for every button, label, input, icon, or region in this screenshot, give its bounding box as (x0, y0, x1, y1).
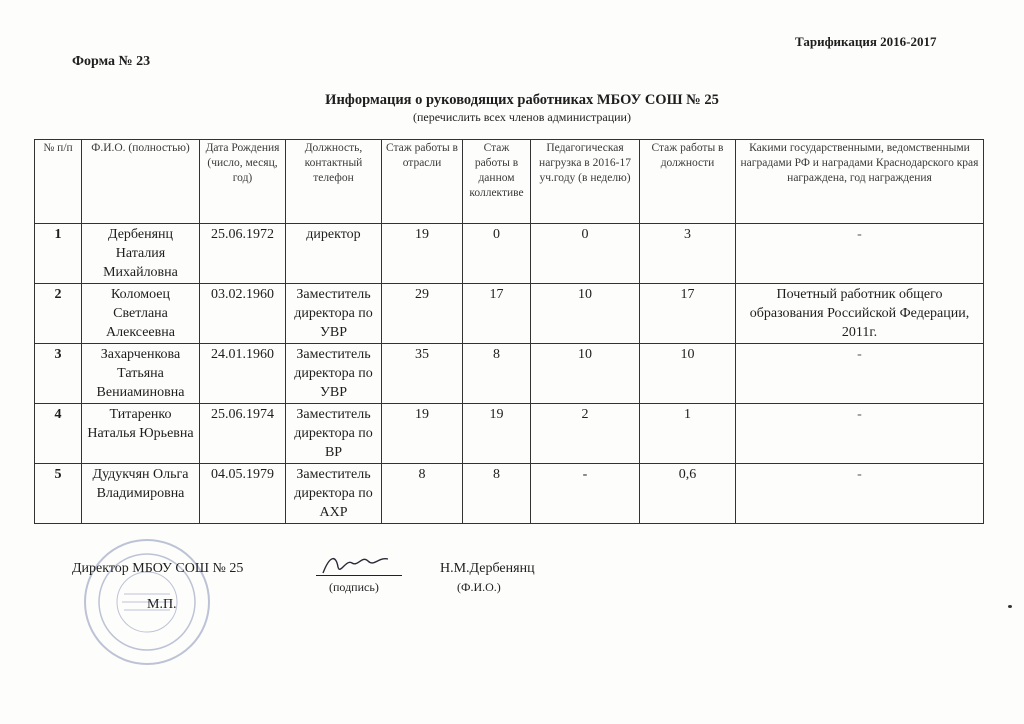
cell-load: - (531, 464, 640, 524)
form-number: Форма № 23 (72, 54, 151, 69)
col-header-position: Должность, контактный телефон (286, 140, 382, 224)
table-row (35, 284, 984, 344)
cell-name: Дудукчян Ольга Владимировна (82, 464, 200, 524)
cell-birth: 04.05.1979 (200, 464, 286, 524)
scan-speck (1008, 605, 1012, 608)
cell-exp-position: 17 (640, 284, 736, 344)
cell-birth: 24.01.1960 (200, 344, 286, 404)
cell-exp-position: 10 (640, 344, 736, 404)
tarification-label: Тарификация 2016-2017 (795, 34, 937, 49)
cell-exp-team: 0 (463, 224, 531, 284)
col-header-num: № п/п (35, 140, 82, 224)
fio-caption: (Ф.И.О.) (457, 580, 501, 594)
cell-load: 0 (531, 224, 640, 284)
cell-num: 1 (35, 224, 82, 284)
cell-birth: 25.06.1974 (200, 404, 286, 464)
cell-exp-team: 8 (463, 464, 531, 524)
cell-load: 10 (531, 284, 640, 344)
cell-birth: 03.02.1960 (200, 284, 286, 344)
cell-num: 4 (35, 404, 82, 464)
cell-position: Заместитель директора по АХР (286, 464, 382, 524)
cell-awards: - (736, 464, 984, 524)
cell-exp-industry: 8 (382, 464, 463, 524)
col-header-exp-position: Стаж работы в должности (640, 140, 736, 224)
cell-birth: 25.06.1972 (200, 224, 286, 284)
signature-line (316, 575, 402, 576)
cell-exp-industry: 19 (382, 224, 463, 284)
cell-exp-position: 0,6 (640, 464, 736, 524)
cell-awards: - (736, 344, 984, 404)
col-header-exp-team: Стаж работы в данном коллективе (463, 140, 531, 224)
table-header-row (35, 140, 984, 224)
cell-exp-team: 8 (463, 344, 531, 404)
signature-block (72, 561, 772, 641)
cell-position: Заместитель директора по УВР (286, 284, 382, 344)
cell-num: 5 (35, 464, 82, 524)
cell-num: 2 (35, 284, 82, 344)
cell-exp-industry: 19 (382, 404, 463, 464)
cell-position: Заместитель директора по УВР (286, 344, 382, 404)
col-header-name: Ф.И.О. (полностью) (82, 140, 200, 224)
col-header-awards: Какими государственными, ведомственными наградами РФ и наградами Краснодарского края награждена, год награждения (736, 140, 984, 224)
table-row (35, 464, 984, 524)
cell-awards: Почетный работник общего образования Российской Федерации, 2011г. (736, 284, 984, 344)
seal-place-label: М.П. (147, 597, 177, 612)
cell-num: 3 (35, 344, 82, 404)
cell-name: Дербенянц Наталия Михайловна (82, 224, 200, 284)
director-name: Н.М.Дербенянц (440, 561, 535, 576)
cell-load: 10 (531, 344, 640, 404)
page-subtitle: (перечислить всех членов администрации) (413, 110, 631, 124)
cell-exp-position: 3 (640, 224, 736, 284)
table-row (35, 344, 984, 404)
page-title: Информация о руководящих работниках МБОУ СОШ № 25 (325, 92, 719, 108)
cell-awards: - (736, 404, 984, 464)
table-row (35, 224, 984, 284)
cell-position: Заместитель директора по ВР (286, 404, 382, 464)
administration-table (34, 139, 984, 524)
signature-caption: (подпись) (329, 580, 379, 594)
cell-exp-industry: 35 (382, 344, 463, 404)
cell-position: директор (286, 224, 382, 284)
director-role: Директор МБОУ СОШ № 25 (72, 561, 244, 576)
cell-exp-industry: 29 (382, 284, 463, 344)
col-header-birth: Дата Рождения (число, месяц, год) (200, 140, 286, 224)
cell-exp-team: 19 (463, 404, 531, 464)
cell-name: Захарченкова Татьяна Вениаминовна (82, 344, 200, 404)
col-header-load: Педагогическая нагрузка в 2016-17 уч.году (в неделю) (531, 140, 640, 224)
table-row (35, 404, 984, 464)
cell-name: Коломоец Светлана Алексеевна (82, 284, 200, 344)
cell-awards: - (736, 224, 984, 284)
cell-exp-team: 17 (463, 284, 531, 344)
cell-load: 2 (531, 404, 640, 464)
col-header-exp-industry: Стаж работы в отрасли (382, 140, 463, 224)
cell-exp-position: 1 (640, 404, 736, 464)
cell-name: Титаренко Наталья Юрьевна (82, 404, 200, 464)
